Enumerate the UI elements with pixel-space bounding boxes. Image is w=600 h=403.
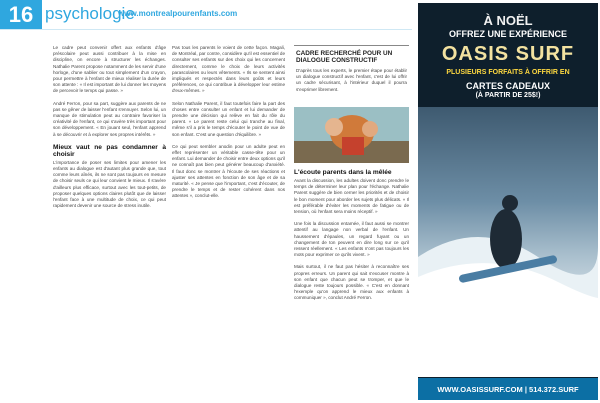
article-column-1 [53, 45, 166, 215]
article-column-2 [172, 45, 285, 206]
ad-price-note: (À PARTIR DE 25$!) [475, 92, 541, 99]
article-column-3 [294, 167, 409, 308]
section-title: psychologie [45, 4, 135, 23]
sidebar-box [294, 45, 409, 111]
surfer-illustration [418, 107, 598, 377]
article-photo [294, 107, 409, 163]
paragraph: L'importance de poser ses limites pour amener les enfants au dialogue est d'autant plus grande que, tout comme leurs aînés, ils ne sont pas toujours en mesure de choisir seuls ce qui leur convient le mieux. Il s'avère d'ailleurs plus efficace, surtout avec les tout-petits, de proposer quelques options claires plutôt que de laisser l'enfant face à une multitude de choix, ce qui peut rapidement devenir une source de stress inutile. [53, 159, 166, 209]
ad-brand: OASIS SURF [441, 43, 575, 65]
advertisement[interactable] [418, 3, 598, 400]
ad-surf-photo [418, 107, 598, 377]
paragraph: André Ferron, pour sa part, suggère aux parents de ne pas se gêner de laisser l'enfant s'ennuyer. Selon lui, un manque de stimulation peut au contraire favoriser la créativité de l'enfant, ce qui s'avère très important pour son développement. « En jouant seul, l'enfant apprend à se découvrir et à explorer ses propres intérêts. » [53, 100, 166, 137]
paragraph: Selon Nathalie Parent, il faut toutefois faire la part des choses entre consulter un enfant et lui demander de prendre une décision qui relève en fait du rôle du parent. « Le parent reste celui qui tranche au final, même s'il a pris le temps d'écouter le point de vue de son enfant. C'est une question d'équilibre. » [172, 100, 285, 137]
ad-offer-line: PLUSIEURS FORFAITS À OFFRIR EN [446, 69, 570, 76]
paragraph: Une fois la discussion entamée, il faut aussi se montrer attentif au langage non verbal de l'enfant. Un haussement d'épaules, un regard fuyant ou un changement de ton peuvent en dire long sur ce qu'il ressent réellement. « Les enfants n'ont pas toujours les mots pour exprimer ce qu'ils vivent. » [294, 221, 409, 258]
header-divider [0, 29, 412, 30]
subheading: L'écoute parents dans la mêlée [294, 169, 392, 176]
paragraph: Mais surtout, il ne faut pas hésiter à reconnaître ses propres erreurs. Un parent qui sait s'excuser montre à son enfant que chacun peut se tromper, et que le dialogue reste toujours possible. « C'est en donnant l'exemple qu'on apprend le mieux aux enfants à communiquer », conclut André Ferron. [294, 264, 409, 301]
paragraph: Le cadre peut convenir offert aux enfants d'âge préscolaire peut aussi contribuer à la mise en discipline, on encore à structurer les échanges. Nathalie Parent propose notamment de les servir d'une horloge, d'une sablier ou tout simplement d'un crayon, pour permettre à l'enfant de mieux réaliser la durée de son attente : « Il est important de lui donner les moyens de percevoir le temps qui passe. » [53, 45, 166, 94]
subheading: Mieux vaut ne pas condamner à choisir [53, 143, 166, 158]
sidebar-box-text: D'après tous les experts, le premier étape pour établir un dialogue constructif avec l'enfant, c'est de lui offrir un cadre sécurisant, à l'intérieur duquel il pourra s'exprimer librement. [296, 68, 407, 92]
ad-headline: À NOËL [483, 13, 533, 28]
paragraph: Pas tous les parents le voient de cette façon. Magali, de Montréal, par contre, considère qu'il est essentiel de consulter ses enfants sur des choix qui les concernent directement, comme le choix de leurs activités parascolaires ou leurs vêtements. « Ils se sentent ainsi impliqués et respectés dans leurs goûts et leurs préférences, ce qui contribue à développer leur estime d'eux-mêmes. » [172, 45, 285, 94]
ad-subheadline: OFFREZ UNE EXPÉRIENCE [448, 29, 567, 39]
ad-footer-contact[interactable]: WWW.OASISSURF.COM | 514.372.SURF [418, 378, 598, 400]
website-url[interactable]: www.montrealpourenfants.com [118, 9, 238, 18]
ad-offer-emphasis: CARTES CADEAUX [465, 81, 550, 91]
paragraph: Avant la discussion, les adultes doivent donc prendre le temps de déterminer leur plan pour l'échange. Nathalie Parent suggère de bien cerner les priorités et de choisir le bon moment pour aborder les sujets plus délicats. « Il est préférable d'éviter les moments de fatigue ou de tension, où l'enfant sera moins réceptif. » [294, 178, 409, 215]
photo-illustration [294, 107, 409, 163]
paragraph: Ce qui peut sembler anodin pour un adulte peut en effet représenter un véritable casse-tête pour un enfant. Lui demander de choisir entre deux options qu'il ne connaît pas bien peut générer beaucoup d'anxiété. Il faut donc se montrer à l'écoute de ses réactions et ajuster ses attentes en fonction de son âge et de sa maturité. « Je pense que l'important, c'est d'écouter, de prendre le temps et de rester cohérent dans nos attentes », conclut-elle. [172, 143, 285, 199]
sidebar-box-title: CADRE RECHERCHÉ POUR UN DIALOGUE CONSTRUCTIF [296, 50, 393, 64]
page-number: 16 [0, 0, 42, 29]
